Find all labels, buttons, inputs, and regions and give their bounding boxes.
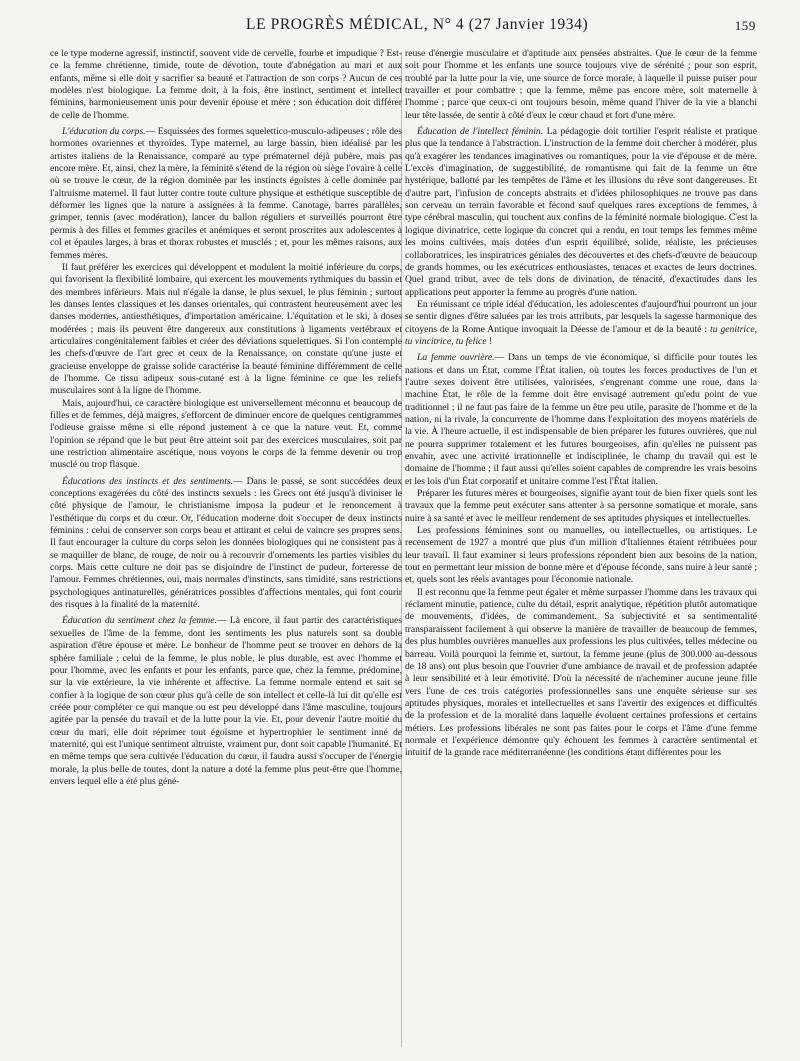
section-rubric: Éducation du sentiment chez la femme. — [62, 615, 217, 627]
section-education-corps — [50, 126, 402, 262]
paragraph: ce le type moderne agressif, instinctif, souvent vide de cervelle, fourbe et impudique ? Est-ce la femme chrétienne, timide, toute de dévotion, toute d'abnégation au mari et aux enfants, même si elle doit y sacrifier sa beauté et l'attraction de son corps ? Aucun de ces modèles n'est biologique. La femme doit, à la fois, être instinct, sentiment et intellect féminins, harmonieusement unis pour devenir épouse et mère ; son éducation doit différer de celle de l'homme. — [50, 48, 402, 121]
running-head — [0, 16, 800, 40]
section-text: — Dans un temps de vie économique, si difficile pour toutes les nations et dans un État, comme l'État italien, où toutes les forces productives de l'un et l'autre sexes doivent être utilisées, valorisées, s'engrenant comme une roue, dans la machine État, le rôle de la femme doit être envisagé autrement qu'edu point de vue traditionnel ; il ne faut pas faire de la femme un être peu utile, parasite de l'homme et de la nation, ni la rivale, la concurrente de l'homme dans l'exploitation des moyens matériels de la vie. À l'heure actuelle, il est indispensable de bien préparer les futures ouvrières, que nul ne pourra supprimer totalement et les futures bourgeoises, afin qu'elles ne puissent pas envahir, avec une activité irrationnelle et indisciplinée, le champ du travail qui est le domaine de l'homme ; il faut aussi qu'elles soient capables de comprendre les vrais besoins et les lois d'un État corporatif et unitaire comme l'est l'État italien. — [405, 352, 757, 487]
section-education-sentiment — [50, 615, 402, 788]
paragraph: reuse d'énergie musculaire et d'aptitude aux pensées abstraites. Que le cœur de la femme soit pour l'homme et les enfants une source toujours vive de sérénité ; pour son esprit, troublé par la lutte pour la vie, une source de force morale, à laquelle il puisse puiser pour travailler et pour combattre ; que la femme, même pas encore mère, soit maternelle à l'homme ; parce que ceux-ci ont toujours besoin, même quand l'hiver de la vie a blanchi leur tête lassée, de sentir à côté d'eux le cœur chaud et fort d'une mère. — [405, 48, 757, 121]
section-text: — Là encore, il faut partir des caractéristiques sexuelles de l'âme de la femme, dont les sentiments les plus naturels sont sa double aspiration d'être épouse et mère. Le bonheur de l'homme peut se trouver en dehors de la sphère familiale ; celui de la femme, le plus noble, le plus durable, est avec l'homme et pour l'homme, avec les enfants et pour les enfants, parce que, chez la femme, prédomine, sur la vie extérieure, la vie inhérente et affective. La femme normale entend et sait se confier à la logique de son cœur plus qu'à celle de son intellect et celle-là lui dit qu'elle est créée pour compléter ce qui manque ou est peu développé dans l'âme masculine, toujours agitée par la pensée du travail et de la lutte pour la vie. Et, pour devenir l'autre moitié du cœur du mari, elle doit réprimer tout égoïsme et hypertrophier le sentiment inné de maternité, qui est l'unique sentiment altruiste, vraiment pur, dont soit capable l'humanité. Et en même temps que sera cultivée l'éducation du cœur, il faudra aussi s'occuper de l'énergie morale, la plus belle de toutes, dont la nature a doté la femme plus peut-être que l'homme, envers lequel elle a été plus géné- — [50, 615, 402, 787]
paragraph — [405, 299, 757, 348]
section-rubric: L'éducation du corps. — [62, 126, 146, 138]
section-text: — Dans le passé, se sont succédées deux conceptions exagérées du côté des instincts sexuels : les Grecs ont été jusqu'à diviniser le côté physique de l'amour, le christianisme imposa la pudeur et le renoncement à l'esthétique du corps et du cœur. Or, l'éducation moderne doit s'occuper de deux instincts féminins : celui de conserver son corps beau et attirant et celui de vaincre ses propres sens. Il faut encourager la culture du corps selon les données biologiques qui ne consistent pas à se maquiller de blanc, de rouge, de noir ou à recouvrir d'ornements les parties visibles du corps. Mais cette culture ne doit pas se disjoindre de l'instinct de pudeur, forteresse de l'amour. Femmes chrétiennes, oui, mais normales d'instincts, sans timidité, sans restrictions psychologiques antinaturelles, génératrices possibles d'affections mentales, qui font courir des risques à la finalité de la maternité. — [50, 475, 402, 611]
section-femme-ouvriere — [405, 352, 757, 488]
paragraph-text: En réunissant ce triple idéal d'éducation, les adolescentes d'aujourd'hui pourront un jour se sentir dignes d'être saluées par les trois attributs, par lesquels la sagesse harmonique des citoyens de la Rome Antique invoquait la Déesse de l'amour et de la beauté : — [405, 298, 757, 335]
right-column — [405, 48, 757, 1048]
section-rubric: La femme ouvrière. — [417, 352, 495, 364]
section-rubric: Éducations des instincts et des sentiments. — [62, 475, 233, 487]
paragraph-text: ! — [486, 335, 493, 347]
section-rubric: Éducation de l'intellect féminin. — [417, 126, 544, 138]
paragraph: Il faut préférer les exercices qui développent et modulent la moitié inférieure du corps, qui favorisent la flexibilité lombaire, qui exercent les mouvements rythmiques du bassin et des membres inférieurs. Mais nul n'égale la danse, le plus sexuel, le plus féminin ; surtout les danses lentes classiques et les danses orientales, qui contrastent heureusement avec les danses modernes, antiesthétiques, d'importation américaine. L'équitation et le ski, à doses modérées ; mais ils peuvent être dangereux aux constitutions à ligaments vertébraux et articulaires congénitalement faibles et créer des déviations squelettiques. Si l'on contemple les chefs-d'œuvre de l'art grec et ceux de la Renaissance, on constate qu'une juste et gracieuse enveloppe de graisse solide caractérise la beauté féminine différemment de celle de l'homme. Ce tissu adipeux sous-cutané est à la ligne féminine ce que les reliefs musculaires sont à la ligne de l'homme. — [50, 261, 402, 397]
paragraph: Les professions féminines sont ou manuelles, ou intellectuelles, ou artistiques. Le recensement de 1927 a montré que plus d'un million d'Italiennes étaient rétribuées pour leur travail. Il faut examiner si leurs professions répondent bien aux besoins de la nation, tout en permettant leur mission de bonne mère et d'épouse féconde, sans nuire à leur santé ; et, quels sont les réels avantages pour l'économie nationale. — [405, 525, 757, 586]
left-column — [50, 48, 402, 1048]
paragraph: Mais, aujourd'hui, ce caractère biologique est universellement méconnu et beaucoup de filles et de femmes, déjà maigres, s'efforcent de diminuer encore de quelques centigrammes l'odieuse graisse même si elle répond justement à ce que la nature veut. Et, comme l'opinion se répand que le but peut être atteint soit par des exercices musculaires, soit par une restriction alimentaire ascétique, nous voyons le corps de la femme devenir ou trop musclé ou trop flasque. — [50, 397, 402, 471]
paragraph: Préparer les futures mères et bourgeoises, signifie ayant tout de bien fixer quels sont les travaux que la femme peut exécuter sans attenter à sa personne somatique et morale, sans nuire à sa santé et avec le meilleur rendement de ses aptitudes physiques et intellectuelles. — [405, 488, 757, 524]
section-text: — Esquissées des formes squelettico-musculo-adipeuses ; rôle des hormones ovariennes et thyroïdes. Type maternel, au large bassin, bien idéalisé par les artistes italiens de la Renaissance, comparé au type prématernel déjà pubère, mais pas encore mère. Et, ainsi, chez la mère, la féminité s'étend de la région où siège l'ovaire à celle où se trouve le cœur, de la région dominée par les instincts égoïstes à celle dominée par l'altruisme maternel. Il faut lutter contre toute culture physique et esthétique susceptible de déformer les lignes que la nature a assignées à la femme. Canotage, barres parallèles, grimper, tennis (avec modération), lancer du ballon réguliers et surveillés pourront être permis à des filles et femmes graciles et anémiques et seront proscrites aux adolescentes à col et épaules larges, à bras et thorax robustes et musclés ; et, pour les mêmes raisons, aux femmes mères. — [50, 126, 402, 261]
section-education-intellect — [405, 126, 757, 299]
page-number: 159 — [734, 18, 756, 33]
running-title: LE PROGRÈS MÉDICAL, N° 4 (27 Janvier 1934) — [246, 16, 589, 33]
latin-invocation: tu genitrice, tu vincitrice, tu felice — [405, 323, 757, 347]
section-education-instincts — [50, 476, 402, 612]
section-text: La pédagogie doit tortilier l'esprit réaliste et pratique plus que la tendance à l'abstraction. L'instruction de la femme doit chercher à modérer, plus qu'à exagérer les tendances imaginatives ou romantiques, pour la vie d'épouse et de mère. L'excès d'imagination, de suggestibilité, de romantisme qui fait de la femme un être hystérique, ballotté par les tempêtes de l'âme et les illusions du rêve sont dangereuses. Et d'autre part, l'infusion de concepts abstraits et d'idées philosophiques ne trouve pas dans son cerveau un terrain favorable et fécond sauf quelques rares exceptions de femmes, à type cérébral masculin, qui touchent aux confins de la féminité normale biologique. C'est la logique divinatrice, cette logique du concret qui a rendu, en tout temps les femmes même les moins cultivées, mais dotées d'un esprit équilibré, solide, réaliste, les précieuses collaboratrices, les inspiratrices géniales des découvertes et des chefs-d'œuvre de beaucoup de grands hommes, ou les exécutrices enthousiastes, tenaces et exactes de leurs doctrines. Quel grand tribut, avec de tels dons de divination, de ténacité, d'exactitudes dans les applications peut apporter la femme au progrès d'une nation. — [405, 126, 757, 298]
paragraph: Il est reconnu que la femme peut égaler et même surpasser l'homme dans les travaux qui réclament minutie, patience, culte du détail, esprit analytique, répétition plutôt automatique de mouvements, d'idées, de commandement. Sa subjectivité et sa sentimentalité transparaissent facilement à qui observe la manière de travailler de beaucoup de femmes, des plus humbles ouvrières manuelles aux professions les plus cultivées, telles médecine ou barreau. Voilà pourquoi la femme et, surtout, la femme jeune (plus de 300.000 au-dessous de 18 ans) ont plus besoin que l'ouvrier d'une ambiance de travail et de profession adaptée à leur sensibilité et à leur émotivité. D'où la nécessité de n'acheminer aucune jeune fille vers l'une de ces trois catégories professionnelles sans une enquête sérieuse sur ses aptitudes physiques, morales et intellectuelles et sans l'avertir des exigences et difficultés de la profession et de la moralité dans laquelle évoluent certaines professions et certains métiers. Les professions libérales ne sont pas faites pour le corps et l'âme d'une femme normale et l'expérience démontre qu'y échouent les femmes à caractère sentimental et intuitif de la grande race méditerranéenne (les conditions étant différentes pour les — [405, 586, 757, 759]
